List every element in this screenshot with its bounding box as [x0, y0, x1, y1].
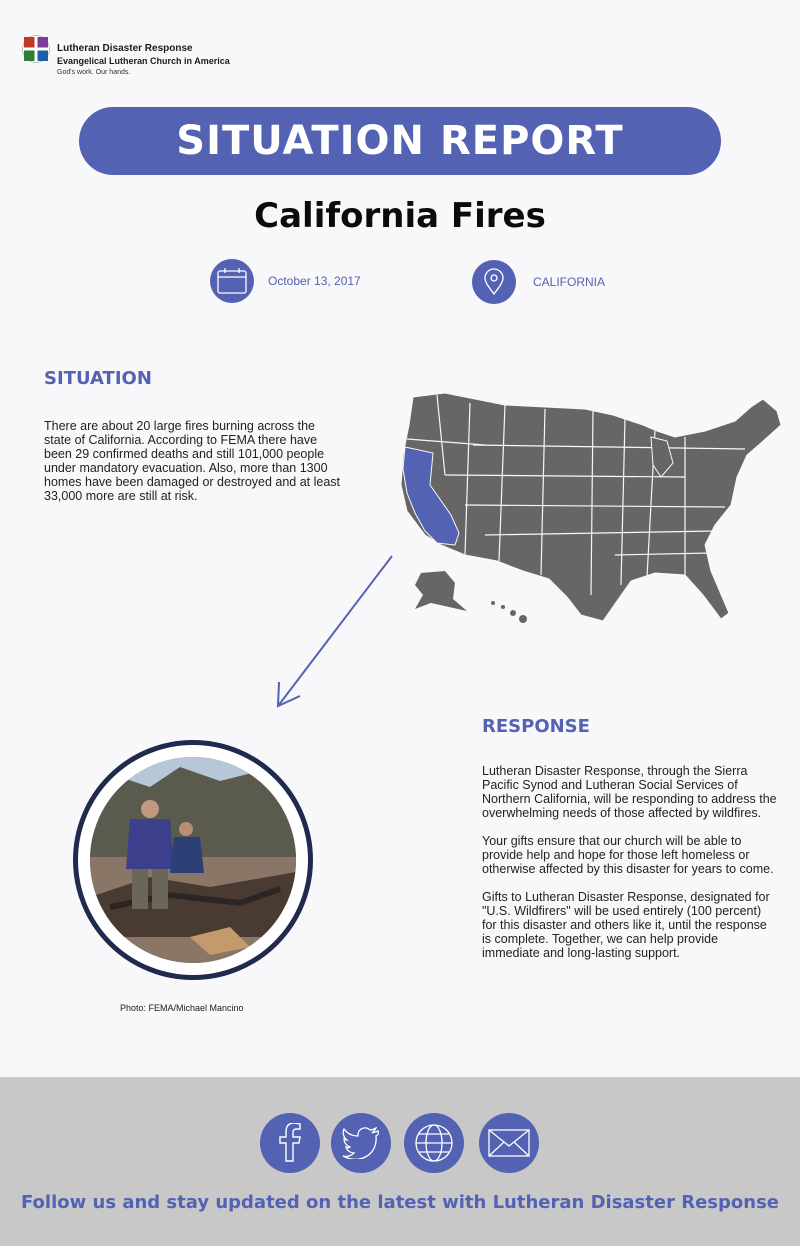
elca-cross-logo-icon	[22, 35, 50, 63]
envelope-icon	[488, 1129, 530, 1157]
photo-frame	[73, 740, 313, 980]
org-name: Lutheran Disaster Response	[57, 43, 193, 54]
calendar-icon	[210, 259, 254, 303]
facebook-button[interactable]	[260, 1113, 320, 1173]
situation-report-banner: SITUATION REPORT	[79, 107, 721, 175]
alaska-shape	[415, 571, 467, 611]
follow-us-text: Follow us and stay updated on the latest with Lutheran Disaster Response	[20, 1192, 779, 1213]
situation-text: There are about 20 large fires burning across the state of California. According to FEMA there have been 29 confirmed deaths and still 101,000 people under mandatory evacuation. Also, more than 1300 homes have been damaged or destroyed and at least 33,000 more are still at risk.	[44, 419, 341, 503]
map-pin-icon	[472, 260, 516, 304]
report-location: CALIFORNIA	[533, 275, 606, 289]
email-button[interactable]	[479, 1113, 539, 1173]
arrow-icon	[270, 550, 400, 715]
footer	[0, 1077, 800, 1246]
report-date: October 13, 2017	[268, 274, 361, 288]
org-logo-text	[57, 43, 230, 79]
globe-icon	[414, 1123, 454, 1163]
facebook-icon	[275, 1123, 305, 1163]
relief-workers-photo	[90, 757, 296, 963]
tagline: God's work. Our hands.	[57, 69, 131, 76]
response-paragraph: Lutheran Disaster Response, through the Sierra Pacific Synod and Lutheran Social Services of Northern California, will be responding to address the overwhelming needs of those affected by wildfires.	[482, 764, 777, 820]
us-map	[385, 385, 785, 630]
page-title: California Fires	[254, 196, 546, 236]
twitter-icon	[342, 1127, 380, 1159]
response-heading: RESPONSE	[482, 716, 590, 737]
response-paragraph: Gifts to Lutheran Disaster Response, designated for "U.S. Wildfirers" will be used entirely (100 percent) for this disaster and others like it, until the response is complete. Together, we can help provide immediate and long-lasting support.	[482, 890, 770, 960]
twitter-button[interactable]	[331, 1113, 391, 1173]
website-button[interactable]	[404, 1113, 464, 1173]
photo-caption: Photo: FEMA/Michael Mancino	[120, 1003, 244, 1013]
response-paragraph: Your gifts ensure that our church will be able to provide help and hope for those left homeless or otherwise affected by this disaster for years to come.	[482, 834, 774, 876]
church-name: Evangelical Lutheran Church in America	[57, 56, 230, 66]
response-text	[482, 764, 778, 974]
situation-heading: SITUATION	[44, 368, 152, 389]
